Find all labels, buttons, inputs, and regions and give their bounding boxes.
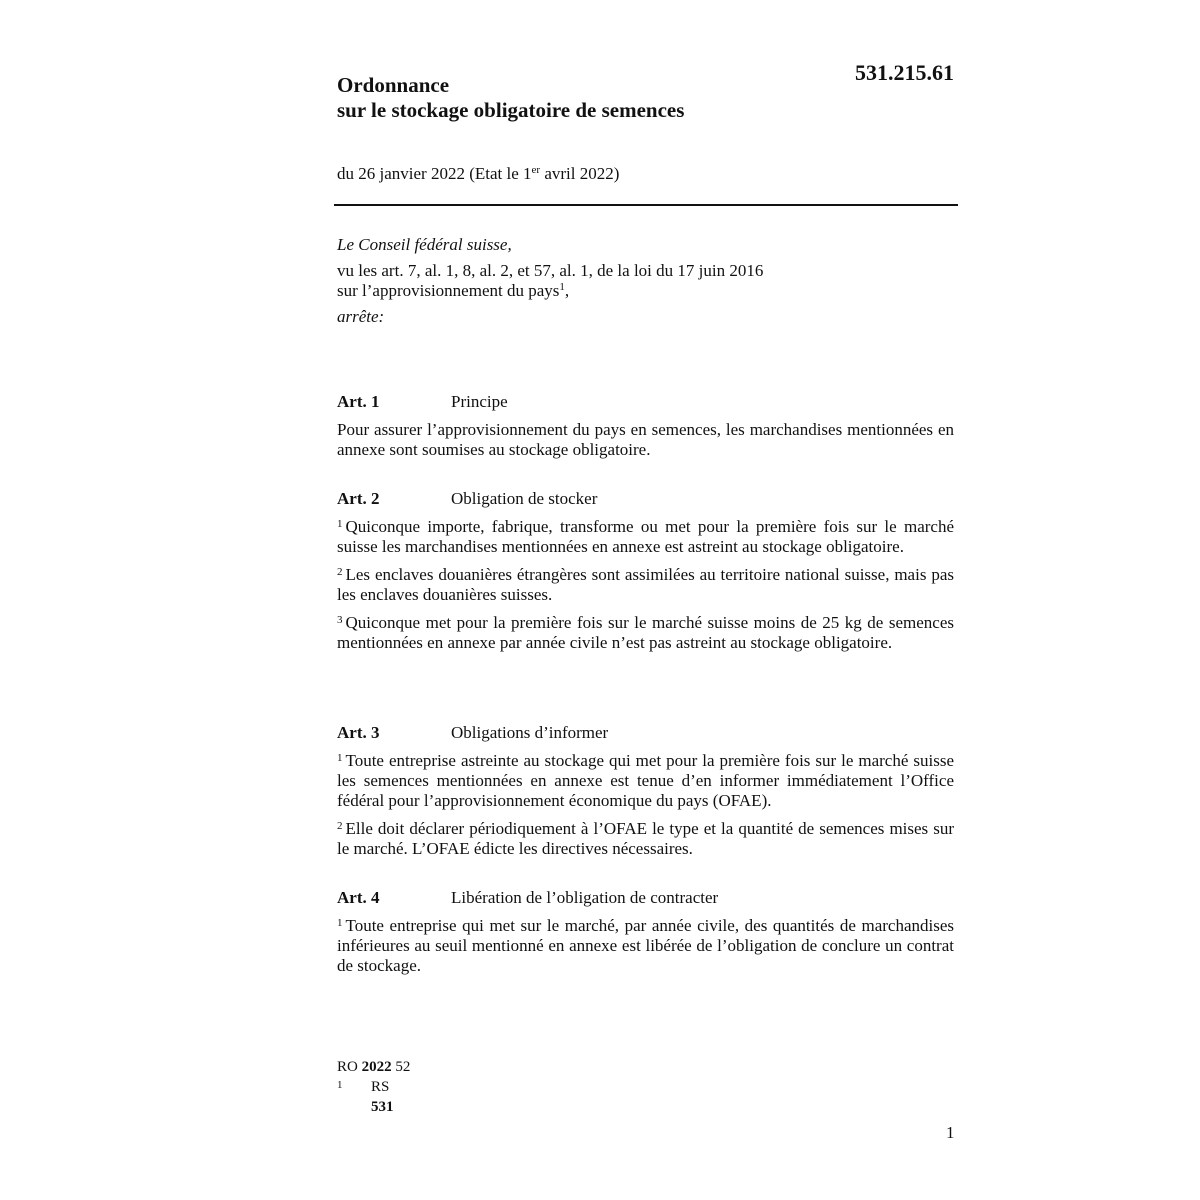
paragraph-text: Elle doit déclarer périodiquement à l’OFAE le type et la quantité de semences mises sur le marché. L’OFAE édicte les directives nécessaires. (337, 819, 954, 858)
article-heading (337, 723, 954, 743)
article-paragraph (337, 420, 954, 460)
article-2 (337, 489, 954, 653)
article-paragraph (337, 613, 954, 653)
paragraph-number: 2 (337, 566, 343, 578)
article-title: Obligation de stocker (451, 489, 598, 508)
ro-page: 52 (391, 1059, 411, 1075)
preamble-authority: Le Conseil fédéral suisse, (337, 235, 512, 254)
paragraph-number: 3 (337, 614, 343, 626)
paragraph-number: 1 (337, 518, 343, 530)
preamble-basis-line-2 (337, 281, 763, 301)
title-line-2: sur le stockage obligatoire de semences (337, 98, 685, 122)
date-suffix: avril 2022) (540, 164, 620, 183)
preamble (337, 235, 763, 327)
date-superscript: er (531, 164, 541, 176)
paragraph-text: Toute entreprise qui met sur le marché, par année civile, des quantités de marchandises inférieures au seuil mentionné en annexe est libérée de l’obligation de conclure un contrat de stockage. (337, 916, 954, 975)
ro-reference (337, 1057, 410, 1077)
paragraph-text: Toute entreprise astreinte au stockage qui met pour la première fois sur le marché suisse les semences mentionnées en annexe est tenue d’en informer immédiatement l’Office fédéral pour l’approvisionnement économique du pays (OFAE). (337, 751, 954, 810)
paragraph-number: 2 (337, 820, 343, 832)
article-number: Art. 2 (337, 489, 380, 508)
article-heading (337, 392, 954, 412)
preamble-basis-end: , (564, 281, 570, 300)
paragraph-text: Les enclaves douanières étrangères sont assimilées au territoire national suisse, mais pas les enclaves douanières suisses. (337, 565, 954, 604)
article-3 (337, 723, 954, 859)
footnote-prefix: RS (371, 1079, 390, 1095)
header-divider (334, 204, 958, 206)
footnote-text (371, 1077, 410, 1117)
paragraph-text: Pour assurer l’approvisionnement du pays en semences, les marchandises mentionnées en annexe sont soumises au stockage obligatoire. (337, 420, 954, 459)
article-paragraph (337, 751, 954, 811)
article-title: Libération de l’obligation de contracter (451, 888, 719, 907)
article-title: Principe (451, 392, 508, 411)
paragraph-number: 1 (337, 917, 343, 929)
ro-prefix: RO (337, 1059, 362, 1075)
date-line (337, 164, 619, 184)
article-heading (337, 489, 954, 509)
article-1 (337, 392, 954, 460)
article-number: Art. 3 (337, 723, 380, 742)
preamble-decree: arrête: (337, 307, 385, 326)
page-number: 1 (946, 1123, 955, 1142)
title-line-1: Ordonnance (337, 73, 450, 97)
paragraph-text: Quiconque importe, fabrique, transforme ou met pour la première fois sur le marché suisse les marchandises mentionnées en annexe est astreint au stockage obligatoire. (337, 517, 954, 556)
ro-year: 2022 (361, 1059, 392, 1075)
article-number: Art. 4 (337, 888, 380, 907)
page-footer (337, 1057, 411, 1115)
article-paragraph (337, 517, 954, 557)
footnote-ref[interactable]: 531 (371, 1099, 394, 1115)
document-title (337, 73, 684, 123)
footnote-number: 1 (337, 1079, 343, 1091)
footnote (337, 1077, 410, 1115)
paragraph-number: 1 (337, 752, 343, 764)
article-paragraph (337, 916, 954, 976)
article-number: Art. 1 (337, 392, 380, 411)
date-prefix: du 26 janvier 2022 (Etat le 1 (337, 164, 532, 183)
article-paragraph (337, 565, 954, 605)
article-title: Obligations d’informer (451, 723, 609, 742)
article-paragraph (337, 819, 954, 859)
preamble-basis-line-1: vu les art. 7, al. 1, 8, al. 2, et 57, al. 1, de la loi du 17 juin 2016 (337, 261, 764, 280)
preamble-basis-text: sur l’approvisionnement du pays (337, 281, 560, 300)
sr-number: 531.215.61 (855, 60, 954, 85)
paragraph-text: Quiconque met pour la première fois sur le marché suisse moins de 25 kg de semences mentionnées en annexe par année civile n’est pas astreint au stockage obligatoire. (337, 613, 954, 652)
article-4 (337, 888, 954, 976)
article-heading (337, 888, 954, 908)
footnote-reference[interactable]: 1 (559, 281, 565, 293)
